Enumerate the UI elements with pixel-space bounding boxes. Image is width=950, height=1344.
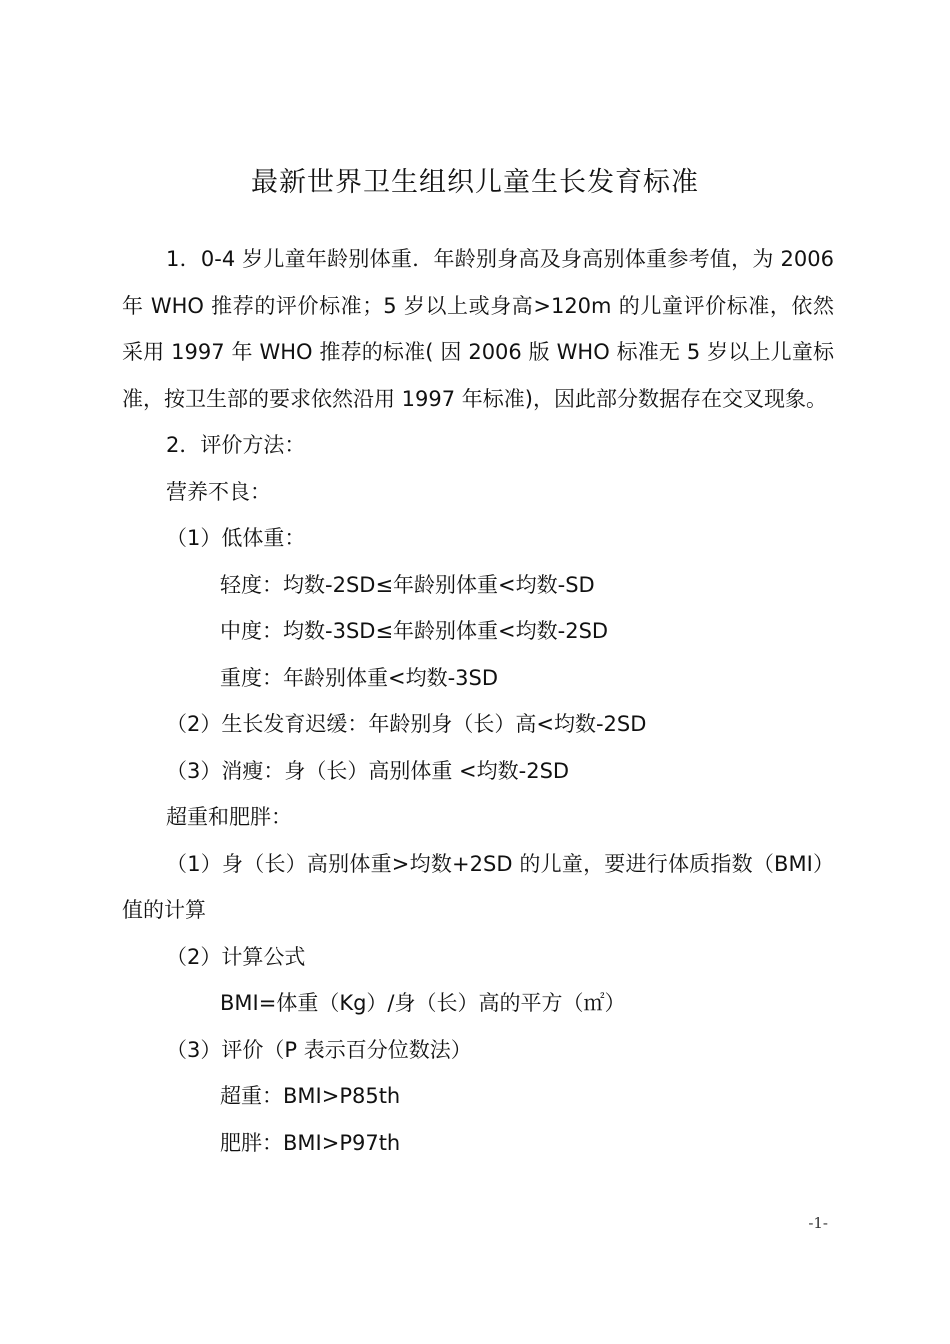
- intro-paragraph: 1．0-4 岁儿童年龄别体重．年龄别身高及身高别体重参考值，为 2006 年 WHO 推荐的评价标准；5 岁以上或身高>120m 的儿童评价标准，依然采用 1997 年 WHO 推荐的标准( 因 2006 版 WHO 标准无 5 岁以上儿童标准，按卫生部的要求依然沿用 1997 年标准)，因此部分数据存在交叉现象。: [122, 247, 834, 411]
- underweight-severe: 重度：年龄别体重<均数-3SD: [220, 665, 499, 690]
- underweight-label: （1）低体重：: [166, 526, 306, 550]
- underweight-mild: 轻度：均数-2SD≤年龄别体重<均数-SD: [220, 572, 595, 597]
- stunting-item: （2）生长发育迟缓：年龄别身（长）高<均数-2SD: [166, 712, 647, 736]
- obesity-criterion: 肥胖：BMI>P97th: [220, 1130, 401, 1155]
- document-title: 最新世界卫生组织儿童生长发育标准: [251, 167, 699, 198]
- page-number: -1-: [808, 1214, 828, 1232]
- overweight-heading: 超重和肥胖：: [166, 805, 292, 829]
- overweight-item-3: （3）评价（P 表示百分位数法）: [166, 1037, 472, 1062]
- method-heading: 2．评价方法：: [166, 433, 306, 457]
- underweight-moderate: 中度：均数-3SD≤年龄别体重<均数-2SD: [220, 619, 609, 643]
- wasting-item: （3）消瘦：身（长）高别体重 <均数-2SD: [166, 758, 570, 783]
- document-body: [122, 236, 834, 1166]
- bmi-formula: BMI=体重（Kg）/身（长）高的平方（㎡）: [220, 991, 626, 1015]
- malnutrition-heading: 营养不良：: [166, 479, 271, 504]
- overweight-criterion: 超重：BMI>P85th: [220, 1084, 401, 1108]
- overweight-item-1: （1）身（长）高别体重>均数+2SD 的儿童，要进行体质指数（BMI）值的计算: [122, 851, 834, 922]
- overweight-item-2: （2）计算公式: [166, 944, 306, 969]
